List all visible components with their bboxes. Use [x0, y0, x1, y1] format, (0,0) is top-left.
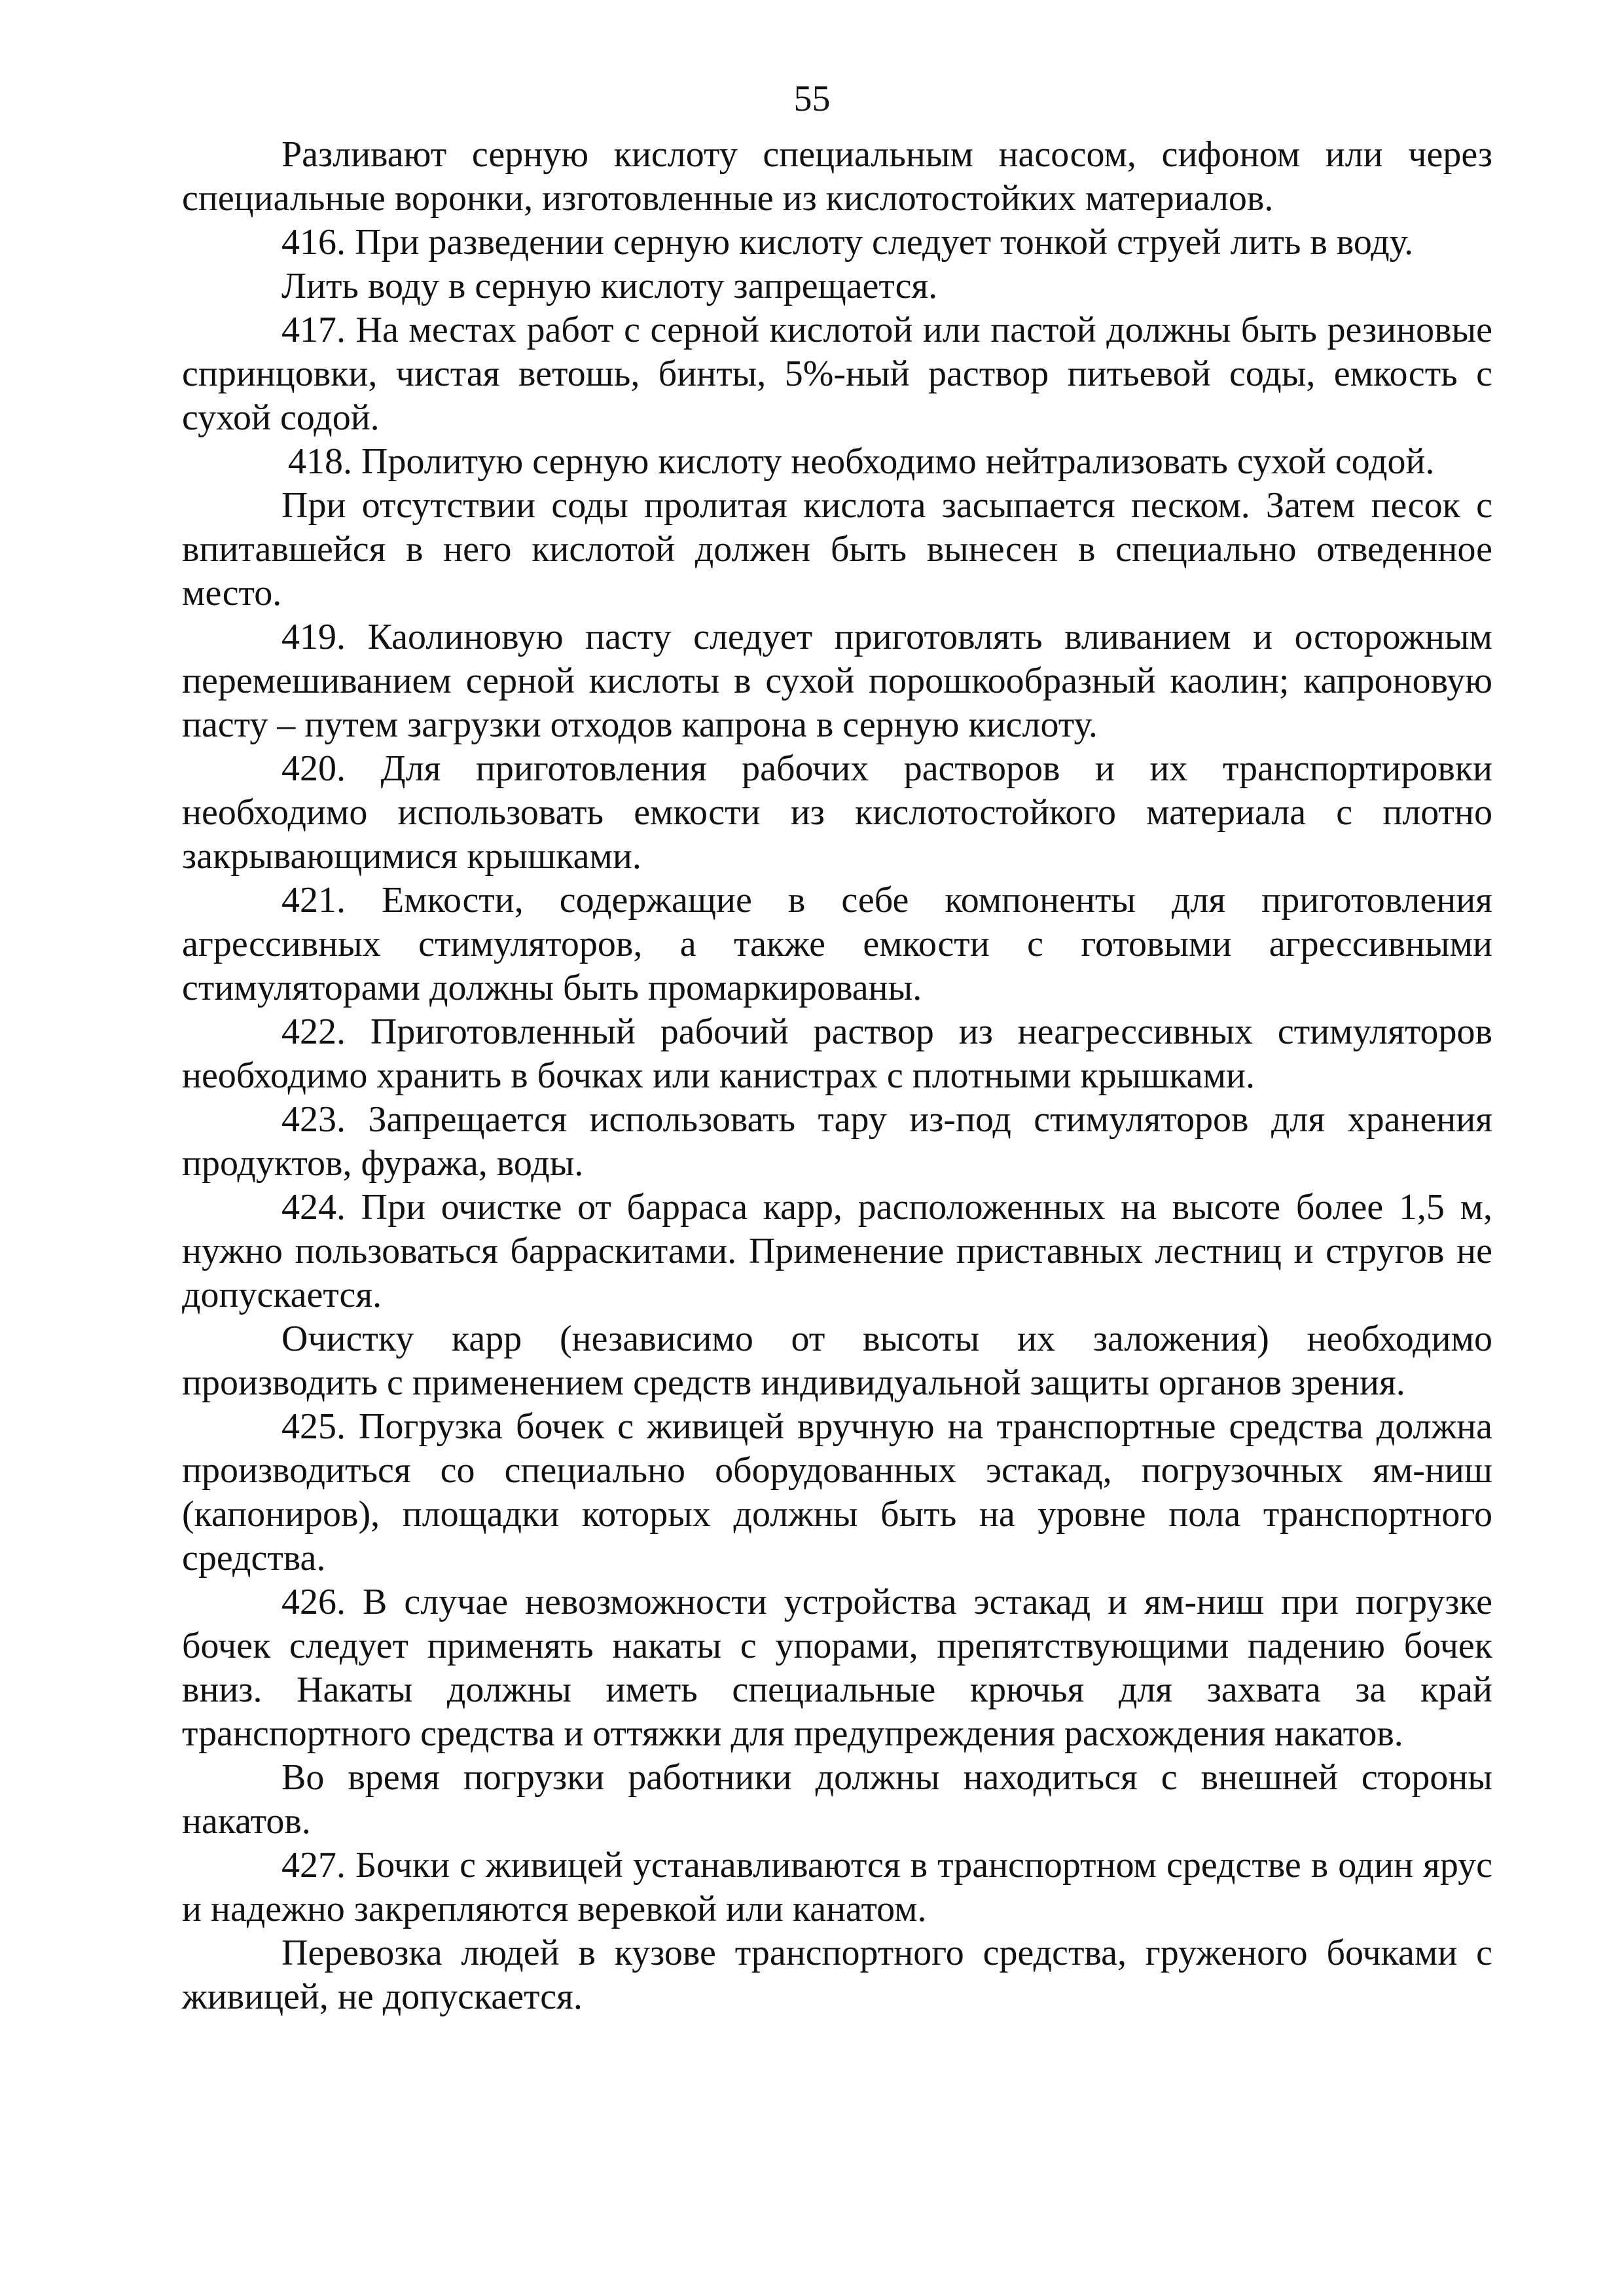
paragraph: 417. На местах работ с серной кислотой или пастой должны быть резиновые спринцовки, чистая ветошь, бинты, 5%-ный раствор питьевой соды, емкость с сухой содой. [182, 310, 1492, 438]
paragraph: 418. Пролитую серную кислоту необходимо нейтрализовать сухой содой. [288, 441, 1435, 482]
paragraph: При отсутствии соды пролитая кислота засыпается песком. Затем песок с впитавшейся в него кислотой должен быть вынесен в специально отведенное место. [182, 485, 1492, 613]
paragraph: 421. Емкости, содержащие в себе компоненты для приготовления агрессивных стимуляторов, а также емкости с готовыми агрессивными стимуляторами должны быть промаркированы. [182, 880, 1492, 1008]
paragraph: 423. Запрещается использовать тару из-под стимуляторов для хранения продуктов, фуража, воды. [182, 1099, 1492, 1184]
paragraph: 420. Для приготовления рабочих растворов и их транспортировки необходимо использовать емкости из кислотостойкого материала с плотно закрывающимися крышками. [182, 748, 1492, 877]
paragraph: 426. В случае невозможности устройства эстакад и ям-ниш при погрузке бочек следует применять накаты с упорами, препятствующими падению бочек вниз. Накаты должны иметь специальные крючья для захвата за край транспортного средства и оттяжки для предупреждения расхождения накатов. [182, 1582, 1492, 1754]
document-body [182, 133, 1492, 2019]
paragraph: 419. Каолиновую пасту следует приготовлять вливанием и осторожным перемешиванием серной кислоты в сухой порошкообразный каолин; капроновую пасту – путем загрузки отходов капрона в серную кислоту. [182, 617, 1492, 745]
paragraph: Лить воду в серную кислоту запрещается. [281, 266, 938, 306]
paragraph: Перевозка людей в кузове транспортного средства, груженого бочками с живицей, не допускается. [182, 1933, 1492, 2017]
paragraph: 422. Приготовленный рабочий раствор из неагрессивных стимуляторов необходимо хранить в бочках или канистрах с плотными крышками. [182, 1011, 1492, 1096]
paragraph: Разливают серную кислоту специальным насосом, сифоном или через специальные воронки, изготовленные из кислотостойких материалов. [182, 134, 1492, 219]
paragraph: 425. Погрузка бочек с живицей вручную на транспортные средства должна производиться со специально оборудованных эстакад, погрузочных ям-ниш (капониров), площадки которых должны быть на уровне пола транспортного средства. [182, 1406, 1492, 1578]
paragraph: 416. При разведении серную кислоту следует тонкой струей лить в воду. [281, 222, 1414, 263]
paragraph: Во время погрузки работники должны находиться с внешней стороны накатов. [182, 1757, 1492, 1842]
paragraph: 424. При очистке от барраса карр, расположенных на высоте более 1,5 м, нужно пользоваться барраскитами. Применение приставных лестниц и стругов не допускается. [182, 1187, 1492, 1315]
paragraph: 427. Бочки с живицей устанавливаются в транспортном средстве в один ярус и надежно закрепляются веревкой или канатом. [182, 1845, 1492, 1929]
page-number: 55 [793, 79, 831, 119]
paragraph: Очистку карр (независимо от высоты их заложения) необходимо производить с применением средств индивидуальной защиты органов зрения. [182, 1319, 1492, 1403]
